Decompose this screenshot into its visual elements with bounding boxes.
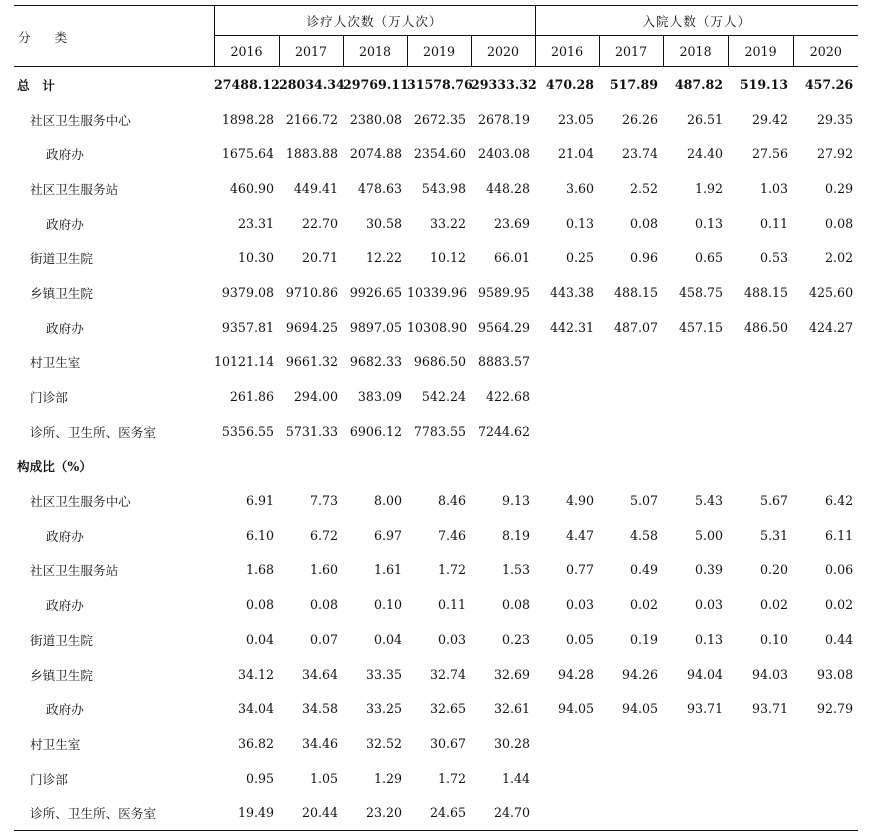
visits-cell: 20.44	[279, 795, 343, 830]
inpatients-group-header: 入院人数（万人）	[535, 6, 858, 36]
inpatients-cell: 27.92	[817, 146, 854, 162]
visits-cell	[407, 449, 471, 484]
visits-cell: 23.20	[343, 795, 407, 830]
inpatients-cell	[535, 414, 599, 449]
inpatients-cell: 94.04	[687, 666, 724, 682]
visits-cell: 66.01	[494, 250, 531, 266]
inpatients-cell	[599, 795, 663, 830]
inpatients-cell: 26.51	[687, 111, 724, 127]
inpatients-cell: 94.26	[622, 666, 659, 682]
visits-cell: 7244.62	[477, 423, 531, 439]
inpatients-cell: 1.03	[760, 180, 789, 196]
visits-cell: 6.72	[309, 527, 338, 543]
visits-cell: 478.63	[357, 180, 402, 196]
table-row	[14, 102, 858, 137]
table-row	[14, 657, 858, 692]
row-label: 社区卫生服务中心	[30, 494, 131, 510]
inpatients-cell: 2.52	[630, 180, 659, 196]
inpatients-cell: 0.02	[630, 597, 659, 613]
inpatients-cell	[535, 449, 599, 484]
visits-cell: 0.11	[437, 597, 466, 613]
inpatients-cell: 0.44	[825, 631, 854, 647]
inpatients-cell	[599, 379, 663, 414]
inpatients-cell: 4.58	[630, 527, 659, 543]
visits-cell: 0.03	[437, 631, 466, 647]
table-row	[14, 726, 858, 761]
inpatients-cell: 457.26	[793, 67, 858, 102]
visits-cell: 1.05	[309, 770, 338, 786]
visits-cell: 1.72	[437, 562, 466, 578]
visits-cell: 33.22	[429, 215, 466, 231]
visits-cell: 9379.08	[221, 284, 274, 300]
visits-cell: 1.61	[373, 562, 402, 578]
row-label: 政府办	[46, 320, 84, 336]
visits-cell: 29769.11	[343, 67, 407, 102]
inpatients-cell: 6.11	[825, 527, 854, 543]
visits-cell: 12.22	[365, 250, 402, 266]
table-row	[14, 414, 858, 449]
visits-cell: 23.31	[237, 215, 274, 231]
inpatients-cell: 0.03	[695, 597, 724, 613]
inpatients-cell: 5.31	[760, 527, 789, 543]
table-row	[14, 136, 858, 171]
inpatients-cell	[793, 414, 858, 449]
visits-cell: 460.90	[229, 180, 274, 196]
inpatients-cell: 29.35	[817, 111, 854, 127]
table-row	[14, 518, 858, 553]
inpatients-cell: 0.53	[760, 250, 789, 266]
inpatients-year-header: 2016	[535, 36, 599, 67]
inpatients-cell	[663, 414, 728, 449]
inpatients-cell: 0.08	[630, 215, 659, 231]
inpatients-cell	[535, 795, 599, 830]
row-label: 政府办	[46, 147, 84, 163]
inpatients-cell: 0.29	[825, 180, 854, 196]
visits-cell: 5731.33	[285, 423, 338, 439]
inpatients-cell: 0.13	[695, 631, 724, 647]
inpatients-cell: 0.03	[566, 597, 595, 613]
row-label: 乡镇卫生院	[30, 285, 93, 301]
inpatients-cell	[793, 761, 858, 796]
visits-cell: 9897.05	[349, 319, 402, 335]
visits-cell: 10121.14	[214, 354, 275, 370]
visits-cell: 2678.19	[477, 111, 531, 127]
visits-cell: 1883.88	[285, 146, 338, 162]
inpatients-cell	[599, 449, 663, 484]
inpatients-cell: 487.82	[663, 67, 728, 102]
row-label: 街道卫生院	[30, 251, 93, 267]
visits-cell: 9682.33	[349, 354, 402, 370]
inpatients-cell: 23.05	[558, 111, 595, 127]
visits-cell: 2380.08	[349, 111, 402, 127]
visits-cell: 1.44	[502, 770, 531, 786]
visits-cell: 27488.12	[214, 67, 279, 102]
visits-year-header: 2019	[407, 36, 471, 67]
visits-cell: 10.30	[237, 250, 274, 266]
visits-cell: 9661.32	[285, 354, 338, 370]
visits-cell: 6.10	[245, 527, 274, 543]
inpatients-cell: 94.05	[558, 701, 595, 717]
visits-cell: 294.00	[293, 389, 338, 405]
inpatients-year-header: 2017	[599, 36, 663, 67]
visits-cell: 24.65	[407, 795, 471, 830]
visits-cell: 32.52	[365, 735, 402, 751]
visits-cell: 33.25	[365, 701, 402, 717]
inpatients-year-header: 2019	[728, 36, 793, 67]
inpatients-cell: 94.03	[752, 666, 789, 682]
row-label: 村卫生室	[30, 736, 81, 752]
inpatients-cell: 0.13	[566, 215, 595, 231]
table-row	[14, 795, 858, 830]
inpatients-cell: 1.92	[695, 180, 724, 196]
visits-cell: 10.12	[429, 250, 466, 266]
inpatients-cell: 0.11	[760, 215, 789, 231]
visits-cell: 32.65	[429, 701, 466, 717]
visits-cell: 30.67	[429, 735, 466, 751]
table-body	[14, 67, 858, 831]
inpatients-cell	[663, 449, 728, 484]
row-label: 政府办	[46, 528, 84, 544]
visits-cell: 1898.28	[221, 111, 274, 127]
inpatients-cell	[728, 449, 793, 484]
visits-cell: 29333.32	[471, 67, 535, 102]
table-row	[14, 310, 858, 345]
row-label: 政府办	[46, 216, 84, 232]
visits-cell: 9926.65	[349, 284, 402, 300]
inpatients-cell: 94.28	[558, 666, 595, 682]
table-row	[14, 67, 858, 102]
inpatients-cell	[728, 379, 793, 414]
statistics-table-wrapper	[14, 5, 858, 831]
row-label: 街道卫生院	[30, 632, 93, 648]
inpatients-cell	[793, 449, 858, 484]
inpatients-cell: 488.15	[743, 284, 789, 300]
visits-cell: 23.69	[494, 215, 531, 231]
visits-cell: 0.08	[309, 597, 338, 613]
inpatients-cell: 487.07	[613, 319, 659, 335]
visits-cell: 28034.34	[279, 67, 343, 102]
visits-cell: 34.64	[301, 666, 338, 682]
visits-cell: 1.60	[309, 562, 338, 578]
visits-cell: 1.29	[373, 770, 402, 786]
row-label: 诊所、卫生所、医务室	[30, 424, 156, 440]
row-label: 政府办	[46, 702, 84, 718]
visits-cell: 8.19	[502, 527, 531, 543]
inpatients-cell: 0.10	[760, 631, 789, 647]
visits-cell: 32.61	[494, 701, 531, 717]
visits-cell: 19.49	[214, 795, 279, 830]
inpatients-cell: 26.26	[622, 111, 659, 127]
visits-cell: 9357.81	[221, 319, 274, 335]
inpatients-cell: 0.49	[630, 562, 659, 578]
visits-cell: 1675.64	[221, 146, 274, 162]
statistics-table	[14, 5, 858, 831]
inpatients-cell: 5.07	[630, 493, 659, 509]
inpatients-cell: 0.25	[566, 250, 595, 266]
inpatients-cell: 0.05	[566, 631, 595, 647]
visits-year-header: 2017	[279, 36, 343, 67]
visits-cell: 2354.60	[413, 146, 466, 162]
inpatients-cell: 29.42	[752, 111, 789, 127]
inpatients-cell	[599, 761, 663, 796]
visits-cell: 36.82	[237, 735, 274, 751]
inpatients-cell: 0.19	[630, 631, 659, 647]
visits-cell: 0.07	[309, 631, 338, 647]
visits-cell: 0.04	[373, 631, 402, 647]
visits-cell: 449.41	[293, 180, 338, 196]
table-row	[14, 622, 858, 657]
inpatients-cell: 519.13	[728, 67, 793, 102]
visits-cell: 7783.55	[413, 423, 466, 439]
row-label: 诊所、卫生所、医务室	[14, 795, 214, 830]
inpatients-cell	[728, 345, 793, 380]
visits-cell: 9694.25	[285, 319, 338, 335]
inpatients-cell	[599, 726, 663, 761]
inpatients-cell: 457.15	[678, 319, 724, 335]
inpatients-cell: 4.47	[566, 527, 595, 543]
visits-cell: 543.98	[421, 180, 466, 196]
inpatients-cell: 424.27	[809, 319, 854, 335]
visits-cell: 33.35	[365, 666, 402, 682]
table-row	[14, 587, 858, 622]
visits-cell: 448.28	[485, 180, 531, 196]
visits-group-header: 诊疗人次数（万人次）	[214, 6, 535, 36]
visits-year-header: 2018	[343, 36, 407, 67]
row-label: 构成比（%）	[17, 459, 92, 475]
visits-cell: 2672.35	[413, 111, 466, 127]
inpatients-cell: 0.20	[760, 562, 789, 578]
inpatients-cell: 2.02	[825, 250, 854, 266]
inpatients-cell: 443.38	[549, 284, 595, 300]
visits-cell: 32.69	[494, 666, 531, 682]
visits-cell: 30.28	[494, 735, 531, 751]
visits-cell: 0.08	[245, 597, 274, 613]
visits-cell: 9564.29	[477, 319, 531, 335]
inpatients-cell: 93.71	[687, 701, 724, 717]
inpatients-cell: 425.60	[809, 284, 854, 300]
inpatients-cell: 27.56	[752, 146, 789, 162]
inpatients-cell	[599, 414, 663, 449]
visits-year-header: 2020	[471, 36, 535, 67]
visits-cell: 383.09	[357, 389, 402, 405]
inpatients-cell	[535, 761, 599, 796]
inpatients-cell: 92.79	[817, 701, 854, 717]
inpatients-cell: 3.60	[566, 180, 595, 196]
visits-cell: 7.46	[437, 527, 466, 543]
visits-cell: 9686.50	[413, 354, 466, 370]
inpatients-cell: 486.50	[743, 319, 789, 335]
row-label: 门诊部	[30, 390, 68, 406]
visits-cell: 0.95	[245, 770, 274, 786]
category-header: 分 类	[14, 6, 214, 67]
inpatients-cell	[728, 795, 793, 830]
inpatients-cell	[793, 726, 858, 761]
visits-cell: 32.74	[429, 666, 466, 682]
visits-cell: 0.04	[245, 631, 274, 647]
inpatients-cell: 5.43	[695, 493, 724, 509]
inpatients-cell: 0.77	[566, 562, 595, 578]
inpatients-cell: 4.90	[566, 493, 595, 509]
inpatients-cell	[663, 379, 728, 414]
inpatients-cell	[728, 761, 793, 796]
inpatients-cell	[599, 345, 663, 380]
table-row	[14, 553, 858, 588]
visits-cell	[214, 449, 279, 484]
visits-cell: 8883.57	[477, 354, 531, 370]
row-label: 政府办	[46, 598, 84, 614]
inpatients-cell	[535, 379, 599, 414]
table-row	[14, 483, 858, 518]
visits-cell: 30.58	[365, 215, 402, 231]
table-row	[14, 761, 858, 796]
inpatients-cell: 6.42	[825, 493, 854, 509]
table-row	[14, 449, 858, 484]
row-label: 社区卫生服务站	[30, 563, 119, 579]
inpatients-cell: 488.15	[613, 284, 659, 300]
visits-cell: 20.71	[301, 250, 338, 266]
visits-cell: 10339.96	[407, 284, 468, 300]
inpatients-cell	[793, 795, 858, 830]
visits-cell: 9.13	[502, 493, 531, 509]
inpatients-cell	[793, 345, 858, 380]
visits-cell: 542.24	[421, 389, 466, 405]
table-row	[14, 275, 858, 310]
inpatients-cell: 0.06	[825, 562, 854, 578]
visits-cell: 0.10	[373, 597, 402, 613]
inpatients-cell: 0.65	[695, 250, 724, 266]
table-row	[14, 345, 858, 380]
inpatients-cell: 23.74	[622, 146, 659, 162]
inpatients-cell	[663, 726, 728, 761]
visits-cell: 2403.08	[477, 146, 531, 162]
visits-cell: 1.68	[245, 562, 274, 578]
visits-cell: 1.53	[502, 562, 531, 578]
inpatients-cell	[728, 726, 793, 761]
inpatients-cell: 0.13	[695, 215, 724, 231]
visits-cell: 24.70	[471, 795, 535, 830]
inpatients-cell: 0.39	[695, 562, 724, 578]
row-label: 乡镇卫生院	[30, 667, 93, 683]
inpatients-cell: 93.71	[752, 701, 789, 717]
inpatients-cell: 0.02	[760, 597, 789, 613]
visits-cell: 6906.12	[349, 423, 402, 439]
visits-cell: 9710.86	[285, 284, 338, 300]
table-row	[14, 240, 858, 275]
visits-cell: 0.08	[502, 597, 531, 613]
row-label: 社区卫生服务中心	[30, 112, 131, 128]
visits-cell: 6.91	[245, 493, 274, 509]
inpatients-cell	[535, 345, 599, 380]
inpatients-cell: 24.40	[687, 146, 724, 162]
table-row	[14, 171, 858, 206]
visits-cell: 31578.76	[407, 67, 471, 102]
table-row	[14, 691, 858, 726]
visits-cell: 5356.55	[221, 423, 274, 439]
inpatients-cell	[663, 761, 728, 796]
row-label: 总 计	[14, 67, 214, 102]
visits-cell: 1.72	[437, 770, 466, 786]
visits-cell: 6.97	[373, 527, 402, 543]
visits-cell	[279, 449, 343, 484]
row-label: 社区卫生服务站	[30, 181, 119, 197]
table-row	[14, 206, 858, 241]
visits-cell: 7.73	[309, 493, 338, 509]
visits-cell: 22.70	[301, 215, 338, 231]
table-row	[14, 379, 858, 414]
inpatients-cell	[663, 345, 728, 380]
visits-cell: 9589.95	[477, 284, 531, 300]
inpatients-cell: 470.28	[535, 67, 599, 102]
visits-cell: 261.86	[229, 389, 274, 405]
inpatients-cell: 458.75	[678, 284, 724, 300]
visits-cell: 10308.90	[407, 319, 468, 335]
inpatients-cell: 93.08	[817, 666, 854, 682]
visits-cell: 2074.88	[349, 146, 402, 162]
visits-year-header: 2016	[214, 36, 279, 67]
inpatients-cell: 0.08	[825, 215, 854, 231]
visits-cell: 0.23	[502, 631, 531, 647]
inpatients-year-header: 2020	[793, 36, 858, 67]
inpatients-cell: 0.96	[630, 250, 659, 266]
inpatients-cell	[663, 795, 728, 830]
visits-cell: 422.68	[485, 389, 531, 405]
inpatients-year-header: 2018	[663, 36, 728, 67]
inpatients-cell: 517.89	[599, 67, 663, 102]
visits-cell	[343, 449, 407, 484]
inpatients-cell: 442.31	[549, 319, 595, 335]
visits-cell: 8.46	[437, 493, 466, 509]
inpatients-cell: 21.04	[558, 146, 595, 162]
visits-cell: 34.04	[237, 701, 274, 717]
inpatients-cell: 94.05	[622, 701, 659, 717]
inpatients-cell: 5.67	[760, 493, 789, 509]
visits-cell: 34.58	[301, 701, 338, 717]
visits-cell	[471, 449, 535, 484]
row-label: 村卫生室	[30, 355, 81, 371]
inpatients-cell	[728, 414, 793, 449]
inpatients-cell	[535, 726, 599, 761]
inpatients-cell: 5.00	[695, 527, 724, 543]
header-row-groups	[14, 6, 858, 36]
inpatients-cell: 0.02	[825, 597, 854, 613]
visits-cell: 8.00	[373, 493, 402, 509]
visits-cell: 34.12	[237, 666, 274, 682]
visits-cell: 34.46	[301, 735, 338, 751]
row-label: 门诊部	[30, 771, 68, 787]
visits-cell: 2166.72	[285, 111, 338, 127]
inpatients-cell	[793, 379, 858, 414]
